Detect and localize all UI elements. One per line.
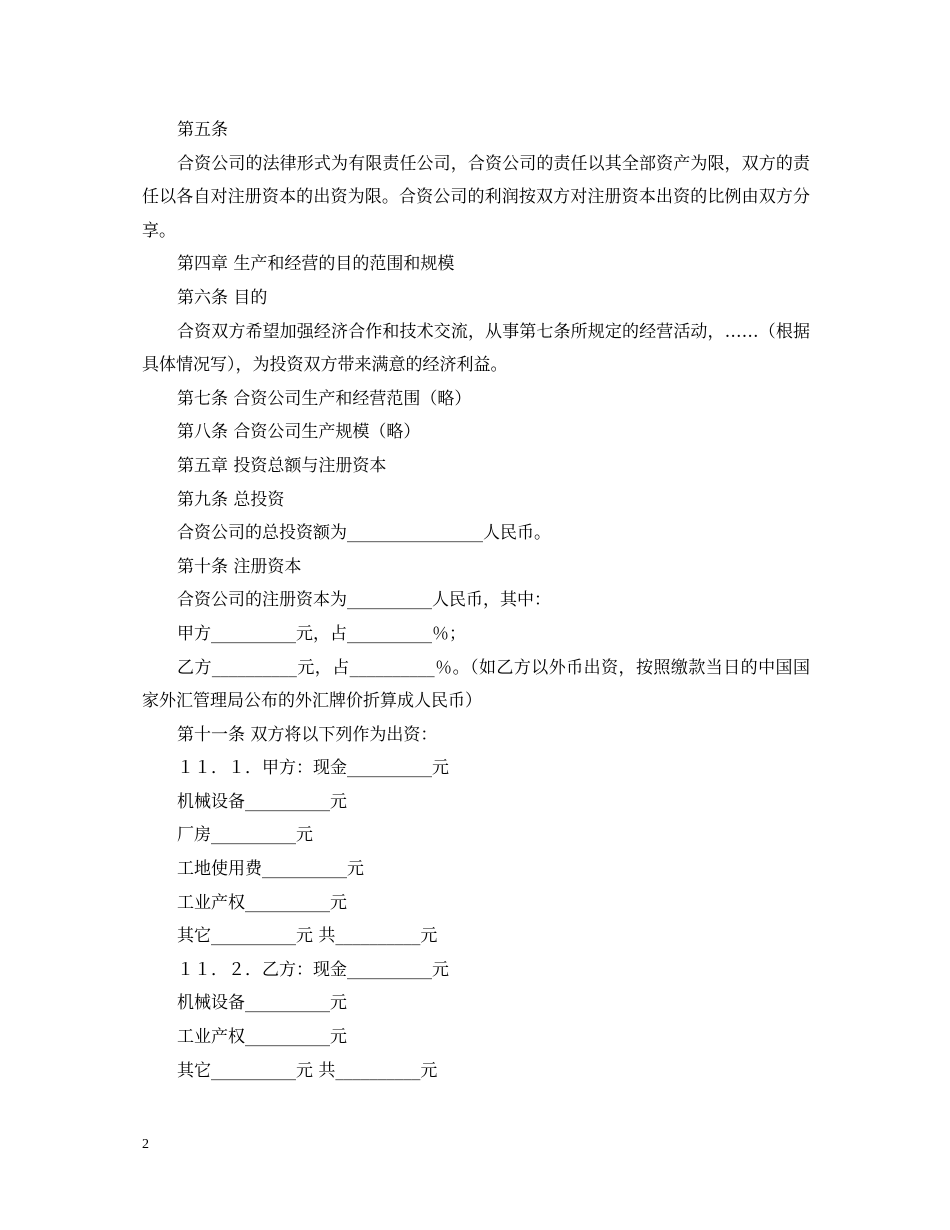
party-a-cash-line: １１．１．甲方：现金__________元 — [177, 758, 449, 779]
total-investment-line: 合资公司的总投资额为________________人民币。 — [177, 523, 551, 544]
article-5-heading: 第五条 — [177, 120, 228, 140]
article-6-paragraph: 合资双方希望加强经济合作和技术交流，从事第七条所规定的经营活动，……（根据具体情况写），为投资双方带来满意的经济利益。 — [142, 321, 810, 376]
chapter-5-heading: 第五章 投资总额与注册资本 — [177, 455, 387, 476]
registered-capital-line: 合资公司的注册资本为__________人民币，其中： — [177, 590, 551, 611]
party-a-ip-line: 工业产权__________元 — [177, 892, 347, 913]
chapter-4-heading: 第四章 生产和经营的目的范围和规模 — [177, 254, 455, 275]
party-a-share-line: 甲方__________元，占__________％； — [177, 623, 466, 644]
party-a-other-total-line: 其它__________元 共__________元 — [177, 926, 438, 947]
article-9-heading: 第九条 总投资 — [177, 489, 285, 510]
party-a-site-fee-line: 工地使用费__________元 — [177, 859, 364, 880]
party-b-ip-line: 工业产权__________元 — [177, 1027, 347, 1048]
party-b-other-total-line: 其它__________元 共__________元 — [177, 1060, 438, 1081]
article-11-heading: 第十一条 双方将以下列作为出资： — [177, 724, 438, 745]
article-5-paragraph: 合资公司的法律形式为有限责任公司，合资公司的责任以其全部资产为限，双方的责任以各自对注册资本的出资为限。合资公司的利润按双方对注册资本出资的比例由双方分享。 — [142, 153, 810, 241]
party-a-machinery-line: 机械设备__________元 — [177, 791, 347, 812]
document-body — [142, 114, 810, 1088]
page-number: 2 — [142, 1137, 149, 1152]
party-a-plant-line: 厂房__________元 — [177, 825, 313, 846]
article-7-heading: 第七条 合资公司生产和经营范围（略） — [177, 388, 472, 409]
article-8-heading: 第八条 合资公司生产规模（略） — [177, 422, 421, 443]
party-b-share-paragraph: 乙方__________元，占__________％。（如乙方以外币出资，按照缴款当日的中国国家外汇管理局公布的外汇牌价折算成人民币） — [142, 657, 810, 712]
article-6-heading: 第六条 目的 — [177, 287, 268, 308]
party-b-machinery-line: 机械设备__________元 — [177, 993, 347, 1014]
party-b-cash-line: １１．２．乙方：现金__________元 — [177, 959, 449, 980]
article-10-heading: 第十条 注册资本 — [177, 556, 302, 577]
